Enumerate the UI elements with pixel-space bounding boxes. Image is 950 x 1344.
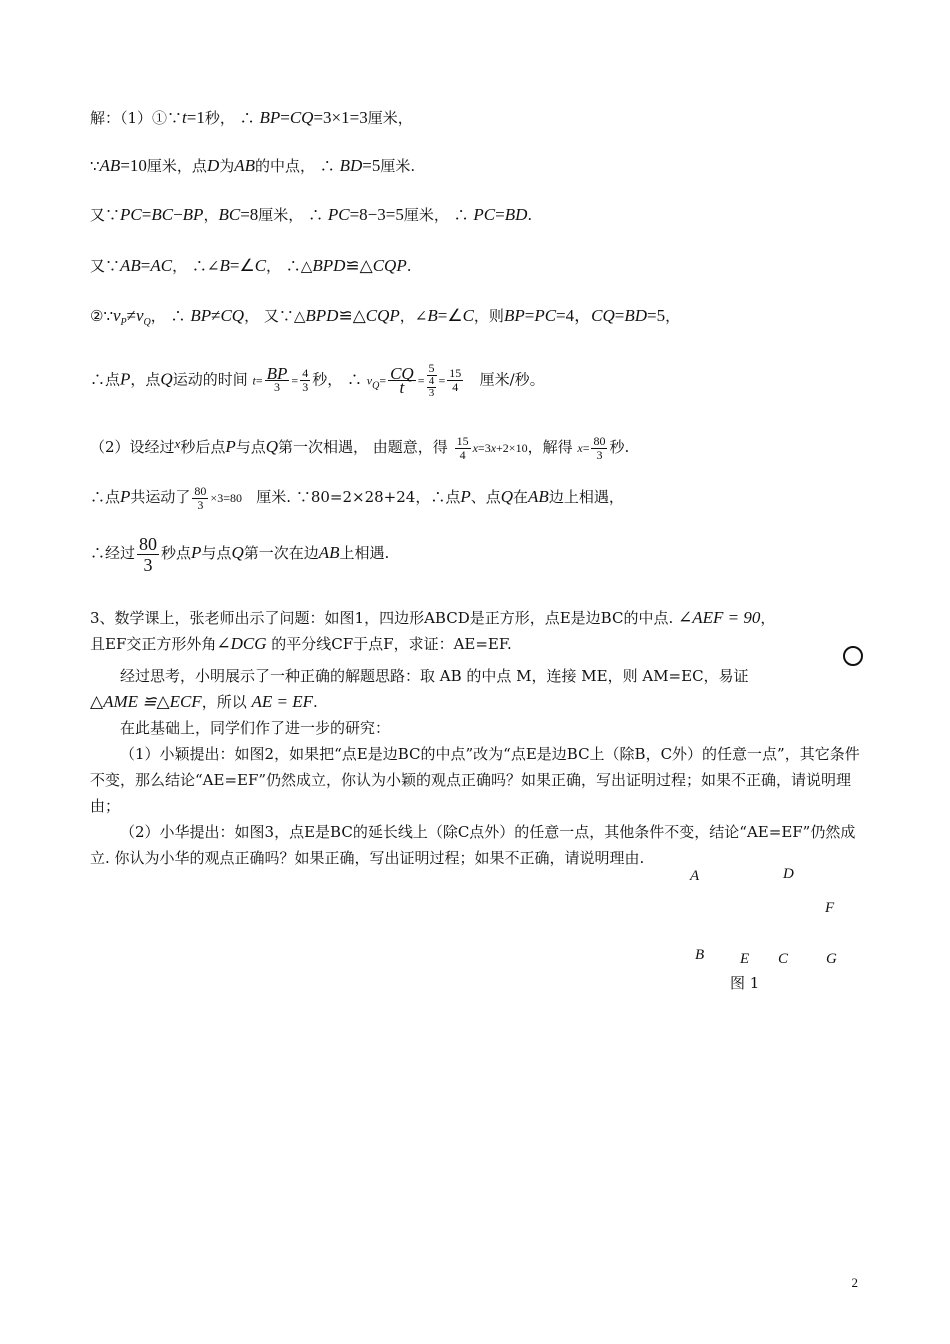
math: ≠ (211, 306, 221, 325)
text: ，∠ (399, 307, 428, 325)
point-label-d: D (783, 866, 794, 882)
numerator: 4 (302, 366, 309, 380)
math: − (173, 205, 183, 224)
denominator: 3 (274, 380, 281, 394)
math: C (462, 306, 474, 325)
math: Q (160, 369, 173, 389)
text: 厘米，点 (146, 157, 207, 175)
text: ， ∴△ (266, 257, 313, 275)
math: AB (99, 156, 121, 175)
point-label-f: F (825, 900, 835, 916)
numerator: CQ (390, 364, 414, 383)
text: 经过思考，小明展示了一种正确的解题思路：取 AB 的中点 M，连接 ME，则 AM=EC，易证 (120, 667, 749, 685)
denominator: 3 (143, 554, 153, 575)
text: 在此基础上，同学们作了进一步的研究： (120, 719, 391, 737)
text: ，解得 (527, 438, 573, 456)
text: 厘米. (380, 157, 416, 175)
text: ∴经过 (90, 544, 136, 562)
numerator: 5 (428, 361, 435, 375)
math: Q (265, 437, 279, 456)
text: ∴点 (90, 488, 121, 506)
math: CQP (372, 256, 407, 275)
fraction (300, 367, 310, 394)
denominator: 3 (197, 497, 204, 512)
text: 运动的时间 (172, 370, 248, 389)
text: ， 又∵△ (244, 307, 306, 325)
text: ， ∴ (150, 307, 186, 325)
math: CQP (365, 306, 400, 325)
text: ， (203, 206, 219, 224)
math: AB (318, 543, 340, 562)
math: B (427, 306, 438, 325)
math: x (577, 441, 583, 455)
numerator: 80 (194, 483, 207, 498)
math: x (174, 436, 181, 451)
text: ，则 (473, 307, 504, 325)
solution-line-1 (90, 108, 413, 128)
fraction (427, 376, 437, 399)
problem-paragraph-5 (90, 819, 865, 871)
text: 的平分线CF于点F，求证：AE=EF. (271, 635, 512, 653)
math: P (120, 487, 131, 506)
math: x (490, 441, 497, 455)
text: 与点 (235, 438, 266, 456)
math: AB (528, 487, 549, 506)
math: = (582, 441, 590, 455)
math: D (206, 156, 220, 175)
solution-line-3 (90, 205, 532, 225)
text: ，点 (130, 370, 161, 389)
math: t (252, 373, 256, 388)
math: PC (327, 205, 350, 224)
text: 的中点， ∴ (255, 157, 335, 175)
text: 秒后点 (180, 438, 226, 456)
math: v (366, 373, 373, 388)
text: ， (665, 307, 681, 325)
math: = (141, 205, 152, 224)
text: 厘米， ∴ (403, 206, 469, 224)
math-sub: P (120, 317, 127, 328)
math: x (472, 441, 478, 455)
math: =∠ (437, 306, 463, 325)
point-label-c: C (778, 951, 789, 967)
text: 秒， ∴ (204, 109, 255, 127)
math: AB (234, 156, 256, 175)
fraction (427, 362, 437, 399)
math: ×3=80 (210, 491, 242, 505)
text: 与点 (201, 544, 232, 562)
math: = (614, 306, 625, 325)
problem-paragraph-2-cont (90, 689, 865, 715)
solution-line-8 (90, 482, 624, 513)
math: =8 (240, 205, 259, 224)
math: ≠ (126, 306, 136, 325)
text: 秒点 (161, 544, 192, 562)
problem-paragraph-1 (90, 605, 865, 657)
math: ∠DCG (216, 634, 267, 653)
text: 共运动了 (130, 488, 191, 506)
math: C (254, 256, 267, 275)
solution-line-9 (90, 530, 389, 576)
fraction (447, 367, 463, 394)
math: AC (150, 256, 173, 275)
numerator: 15 (456, 433, 469, 448)
math: =4， (556, 306, 592, 325)
problem-paragraph-3 (90, 715, 865, 741)
fraction (192, 485, 208, 512)
fraction (137, 534, 159, 575)
math: AB (120, 256, 141, 275)
solution-line-4 (90, 256, 412, 276)
math: Q (500, 487, 514, 506)
fraction (388, 364, 416, 397)
text: 第一次相遇， 由题意，得 (278, 438, 448, 456)
fraction (591, 435, 607, 462)
text: 秒. (609, 438, 630, 456)
text: 解：（1）①∵ (90, 109, 183, 127)
math: =5 (647, 306, 666, 325)
math: =1 (186, 108, 205, 127)
problem-paragraph-4 (90, 741, 865, 819)
math: t (182, 108, 187, 127)
text: . (527, 206, 533, 224)
fraction (265, 364, 290, 394)
text: 厘米. ∵80=2×28+24，∴点 (256, 488, 461, 506)
math: △AME ≌△ECF (90, 692, 202, 711)
math: B (219, 256, 230, 275)
math: AE = EF (251, 692, 313, 711)
denominator: t (399, 378, 405, 397)
math: Q (231, 543, 244, 562)
denominator: 3 (596, 447, 603, 462)
point-label-e: E (740, 951, 750, 967)
text: 、点 (470, 488, 501, 506)
text: ②∵ (90, 307, 113, 325)
nested-fraction (427, 376, 437, 399)
math: =3×1=3 (313, 108, 368, 127)
numerator: BP (266, 364, 288, 383)
math: BPD (305, 306, 339, 325)
math: = (379, 373, 387, 388)
text: ， (760, 609, 776, 627)
text: ，所以 (201, 693, 247, 711)
numerator: 15 (449, 366, 462, 380)
math: = (291, 373, 299, 388)
math: BP (190, 306, 212, 325)
solution-line-5 (90, 306, 680, 333)
point-label-b: B (695, 947, 705, 963)
fraction (455, 435, 471, 462)
text: . (406, 257, 412, 275)
solution-line-6 (90, 362, 545, 402)
math: BC (218, 205, 241, 224)
text: 秒， ∴ (312, 370, 362, 389)
math: ≌△ (338, 306, 366, 325)
point-label-a: A (690, 868, 700, 884)
math: BP (182, 205, 204, 224)
numerator: 4 (428, 375, 435, 387)
text: ∴点 (90, 370, 121, 389)
text: 又∵ (90, 257, 121, 275)
page-number: 2 (851, 1275, 858, 1290)
text: 边上相遇， (548, 488, 624, 506)
math: ∠AEF = 90 (678, 608, 761, 627)
math: = (140, 256, 151, 275)
math: PC (120, 205, 142, 224)
math: BPD (312, 256, 346, 275)
text: ， ∴∠ (172, 257, 220, 275)
math-sub: Q (372, 380, 380, 392)
math: = (524, 306, 535, 325)
text: ∵ (90, 157, 100, 175)
solution-line-2 (90, 156, 415, 176)
math: = (417, 373, 425, 388)
math: v (136, 306, 144, 325)
text: 且EF交正方形外角 (90, 635, 217, 653)
math: PC (534, 306, 557, 325)
math: PC (473, 205, 496, 224)
text: 上相遇. (339, 544, 390, 562)
math: BP (259, 108, 281, 127)
math: ≌△ (345, 256, 373, 275)
text: 第一次在边 (243, 544, 319, 562)
math: =8−3=5 (349, 205, 404, 224)
math: =3 (477, 441, 491, 455)
numerator: 80 (593, 433, 606, 448)
text: 为 (219, 157, 235, 175)
math: = (280, 108, 290, 127)
text: 厘米， ∴ (258, 206, 324, 224)
math: +2×10 (496, 441, 528, 455)
math: BD (504, 205, 528, 224)
denominator: 3 (428, 387, 435, 399)
math: P (225, 437, 236, 456)
denominator: 3 (302, 380, 309, 394)
math: CQ (220, 306, 245, 325)
text: 厘米/秒。 (479, 370, 545, 389)
solution-line-7 (90, 427, 629, 465)
text: （1）小颖提出：如图2，如果把“点E是边BC的中点”改为“点E是边BC上（除B，C外）的任意一点”，其它条件不变，那么结论“AE=EF”仍然成立，你认为小颖的观点正确吗？如果正确，写出证明过程；如果不正确，请说明理由； (90, 745, 860, 815)
text: 3、数学课上，张老师出示了问题：如图1，四边形ABCD是正方形，点E是边BC的中点. (90, 609, 674, 627)
math: CQ (591, 306, 615, 325)
math: BC (151, 205, 174, 224)
math: =10 (120, 156, 147, 175)
math: = (255, 373, 263, 388)
math: CQ (289, 108, 314, 127)
denominator: 4 (452, 380, 459, 394)
text: . (313, 693, 318, 711)
numerator: 80 (139, 533, 158, 554)
figure-caption: 图 1 (730, 974, 760, 992)
math: BP (503, 306, 525, 325)
math: BD (624, 306, 648, 325)
text: 厘米， (367, 109, 413, 127)
denominator: 4 (459, 447, 466, 462)
math: P (191, 543, 202, 562)
math: P (460, 487, 471, 506)
math: =∠ (229, 256, 255, 275)
math: BD (339, 156, 363, 175)
math: v (113, 306, 121, 325)
point-label-g: G (826, 951, 837, 967)
math: = (495, 205, 505, 224)
text: 又∵ (90, 206, 121, 224)
text: （2）设经过 (90, 438, 175, 456)
text: 在 (513, 488, 529, 506)
math: =5 (362, 156, 381, 175)
problem-paragraph-2 (90, 663, 865, 689)
math-sub: Q (143, 317, 151, 328)
text: （2）小华提出：如图3，点E是BC的延长线上（除C点外）的任意一点，其他条件不变，结论“AE=EF”仍然成立. 你认为小华的观点正确吗？如果正确，写出证明过程；如果不正确，请说明理由. (90, 823, 856, 867)
math: P (120, 369, 131, 389)
math: = (438, 373, 446, 388)
